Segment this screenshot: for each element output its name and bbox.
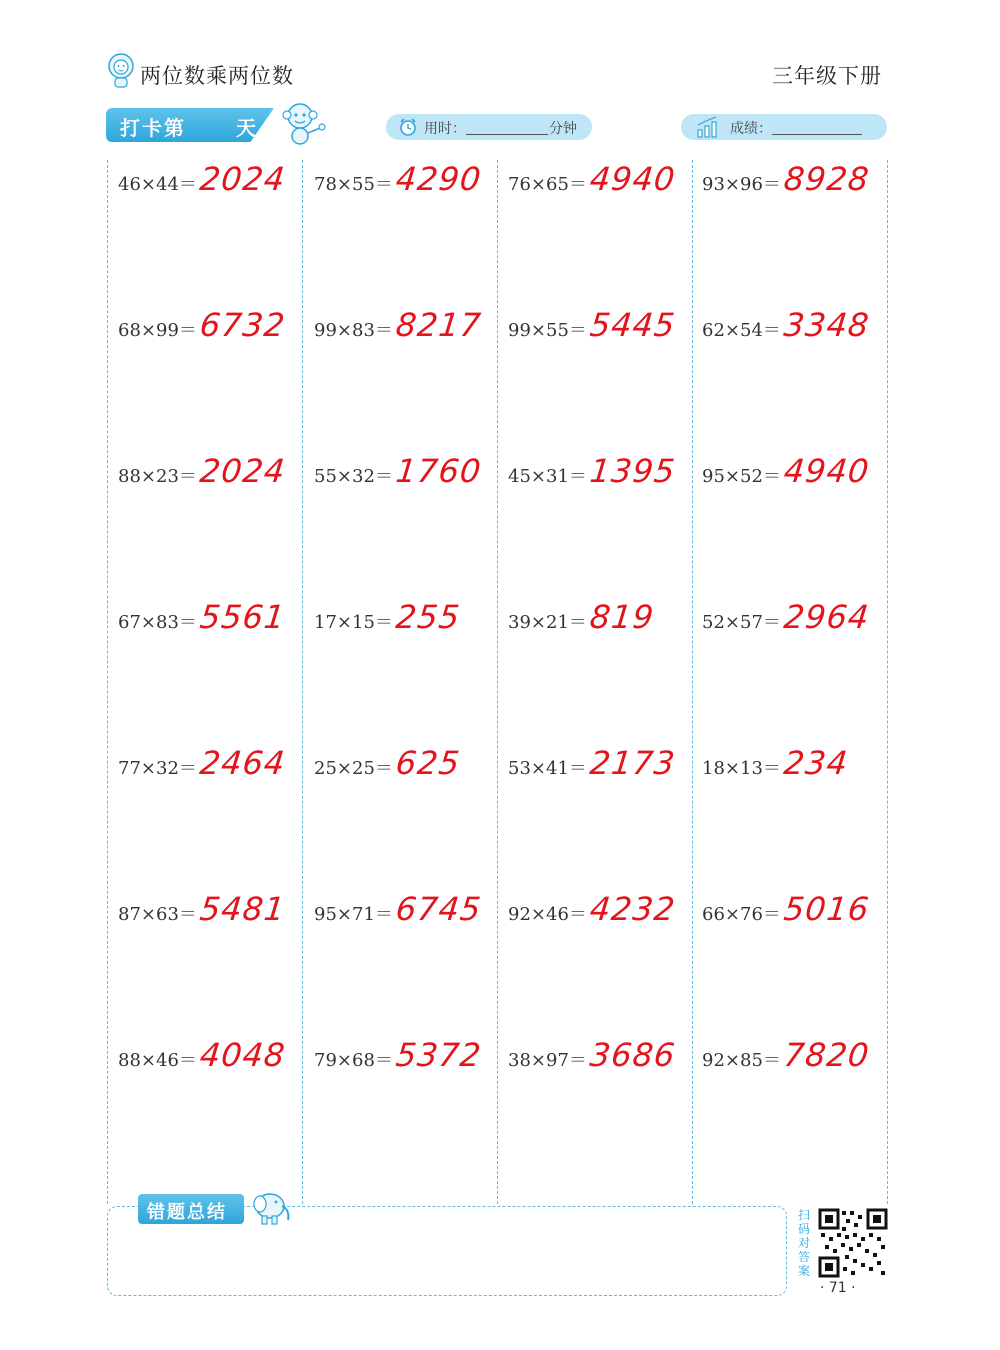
problem-item <box>702 160 872 198</box>
problem-item <box>702 744 848 782</box>
problem-item <box>118 744 288 782</box>
time-unit: 分钟 <box>549 121 577 137</box>
problem-answer: 6732 <box>197 306 288 344</box>
problem-answer: 819 <box>587 598 656 636</box>
problem-answer: 5481 <box>197 890 288 928</box>
problem-answer: 5445 <box>587 306 678 344</box>
problem-question: 88×23＝ <box>118 466 197 487</box>
problem-item <box>118 452 288 490</box>
problem-answer: 2024 <box>197 452 288 490</box>
problem-item <box>508 306 678 344</box>
problem-question: 46×44＝ <box>118 174 197 195</box>
grid-line-2 <box>497 160 498 1204</box>
problem-question: 67×83＝ <box>118 612 197 633</box>
time-fill-line[interactable] <box>466 134 548 135</box>
problem-question: 88×46＝ <box>118 1050 197 1071</box>
problem-answer: 2964 <box>781 598 872 636</box>
problem-answer: 1760 <box>393 452 484 490</box>
grid-line-right <box>887 160 888 1204</box>
problem-item <box>508 1036 678 1074</box>
problem-question: 68×99＝ <box>118 320 197 341</box>
problem-question: 25×25＝ <box>314 758 393 779</box>
problem-question: 77×32＝ <box>118 758 197 779</box>
problem-answer: 8217 <box>393 306 484 344</box>
bar-chart-icon <box>696 116 720 138</box>
problem-answer: 4940 <box>587 160 678 198</box>
problem-item <box>314 744 460 782</box>
problem-question: 45×31＝ <box>508 466 587 487</box>
problem-question: 66×76＝ <box>702 904 781 925</box>
problem-item <box>314 160 484 198</box>
daycard-suffix: 天 <box>236 116 256 140</box>
mistake-summary-title: 错题总结 <box>147 1202 227 1223</box>
problem-item <box>508 160 678 198</box>
problem-answer: 8928 <box>781 160 872 198</box>
problem-question: 95×52＝ <box>702 466 781 487</box>
problem-answer: 5561 <box>197 598 288 636</box>
problem-question: 39×21＝ <box>508 612 587 633</box>
problem-answer: 7820 <box>781 1036 872 1074</box>
book-title: 两位数乘两位数 <box>140 64 294 88</box>
problem-answer: 5372 <box>393 1036 484 1074</box>
daycard-prefix: 打卡第 <box>120 116 186 140</box>
score-label: 成绩： <box>730 121 772 137</box>
problem-question: 95×71＝ <box>314 904 393 925</box>
problem-answer: 3686 <box>587 1036 678 1074</box>
problem-item <box>314 890 484 928</box>
problem-answer: 4232 <box>587 890 678 928</box>
problem-answer: 2173 <box>587 744 678 782</box>
qr-caption: 扫码对答案 <box>798 1208 811 1278</box>
problem-item <box>314 598 460 636</box>
problem-question: 78×55＝ <box>314 174 393 195</box>
problem-item <box>314 1036 484 1074</box>
problem-answer: 255 <box>393 598 462 636</box>
problem-item <box>508 598 654 636</box>
problem-question: 55×32＝ <box>314 466 393 487</box>
problem-answer: 2024 <box>197 160 288 198</box>
qr-code-icon[interactable] <box>818 1208 888 1278</box>
problem-answer: 6745 <box>393 890 484 928</box>
problem-answer: 234 <box>781 744 850 782</box>
lion-logo-icon <box>106 52 136 88</box>
grid-line-3 <box>692 160 693 1204</box>
problem-answer: 5016 <box>781 890 872 928</box>
problem-question: 17×15＝ <box>314 612 393 633</box>
problem-question: 92×85＝ <box>702 1050 781 1071</box>
problem-question: 87×63＝ <box>118 904 197 925</box>
problem-question: 92×46＝ <box>508 904 587 925</box>
monkey-icon <box>278 100 328 146</box>
elephant-icon <box>248 1188 294 1226</box>
problem-question: 79×68＝ <box>314 1050 393 1071</box>
problem-question: 99×83＝ <box>314 320 393 341</box>
problem-item <box>702 598 872 636</box>
problem-answer: 1395 <box>587 452 678 490</box>
problem-question: 93×96＝ <box>702 174 781 195</box>
problem-item <box>702 306 872 344</box>
problem-item <box>702 452 872 490</box>
problem-answer: 4940 <box>781 452 872 490</box>
page-number: · 71 · <box>820 1280 856 1296</box>
problem-question: 18×13＝ <box>702 758 781 779</box>
problem-item <box>702 890 872 928</box>
score-fill-line[interactable] <box>772 134 862 135</box>
problem-answer: 2464 <box>197 744 288 782</box>
problem-question: 38×97＝ <box>508 1050 587 1071</box>
alarm-clock-icon <box>398 117 418 137</box>
problem-item <box>118 598 288 636</box>
problem-answer: 3348 <box>781 306 872 344</box>
problem-question: 53×41＝ <box>508 758 587 779</box>
problem-question: 76×65＝ <box>508 174 587 195</box>
problem-item <box>508 452 678 490</box>
problem-item <box>118 890 288 928</box>
grid-line-left <box>107 160 108 1204</box>
problem-answer: 625 <box>393 744 462 782</box>
problem-question: 62×54＝ <box>702 320 781 341</box>
grid-line-1 <box>302 160 303 1204</box>
problem-item <box>508 890 678 928</box>
grade-label: 三年级下册 <box>772 64 882 88</box>
problem-answer: 4048 <box>197 1036 288 1074</box>
problem-answer: 4290 <box>393 160 484 198</box>
problem-item <box>702 1036 872 1074</box>
problem-item <box>118 1036 288 1074</box>
problem-question: 52×57＝ <box>702 612 781 633</box>
problem-item <box>118 160 288 198</box>
problem-item <box>314 306 484 344</box>
problem-item <box>314 452 484 490</box>
problem-item <box>508 744 678 782</box>
time-label: 用时： <box>424 121 466 137</box>
problem-item <box>118 306 288 344</box>
problem-question: 99×55＝ <box>508 320 587 341</box>
